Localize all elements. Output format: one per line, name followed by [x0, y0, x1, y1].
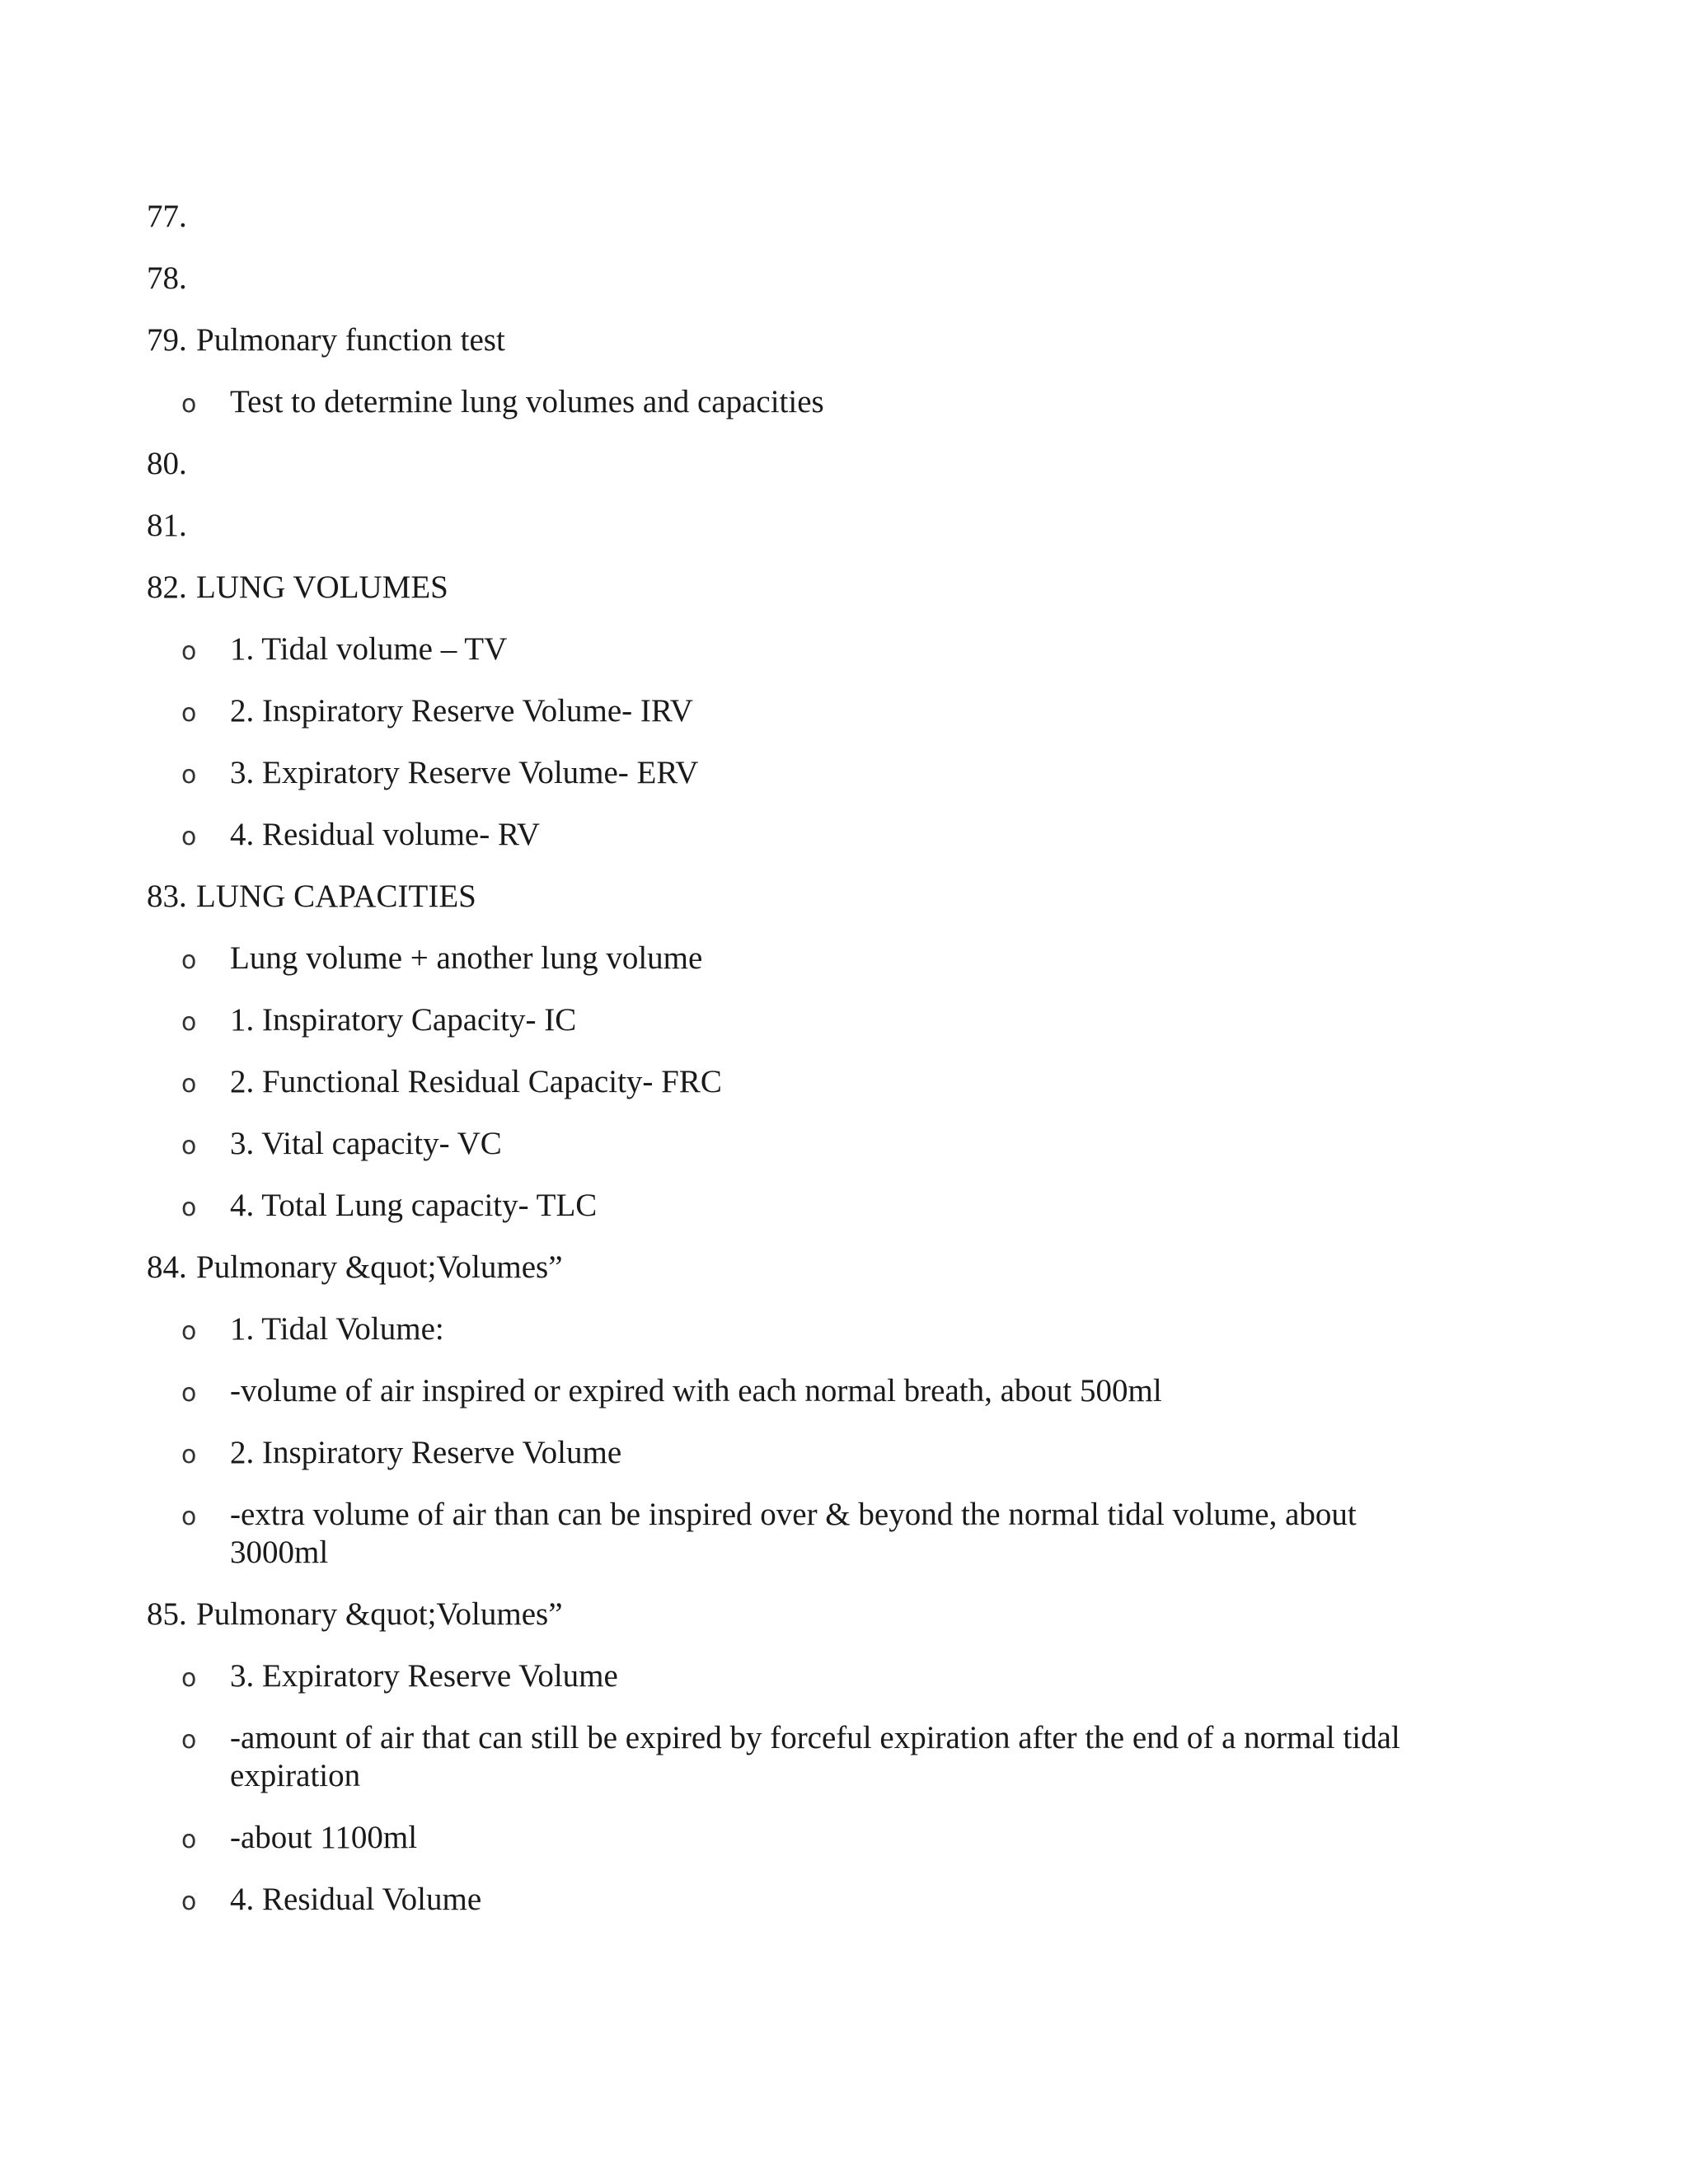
item-title: LUNG CAPACITIES	[196, 879, 476, 914]
hollow-circle-bullet-icon: o	[181, 1502, 197, 1531]
outline-item	[147, 1249, 1449, 1572]
outline-item	[147, 878, 1449, 1225]
outline-item	[147, 1596, 1449, 1919]
bullet-text: 1. Tidal Volume:	[230, 1311, 444, 1347]
outline-item	[147, 507, 1449, 545]
hollow-circle-bullet-icon: o	[181, 390, 197, 419]
bullet-text: 4. Residual Volume	[230, 1882, 482, 1917]
bullet-text: 4. Total Lung capacity- TLC	[230, 1188, 598, 1223]
bullet-text: 2. Inspiratory Reserve Volume	[230, 1435, 622, 1470]
item-title: LUNG VOLUMES	[196, 569, 448, 605]
bullet-item	[147, 1881, 1450, 1919]
item-number: 78.	[147, 260, 187, 296]
bullet-item	[147, 630, 1450, 668]
bullet-text: -about 1100ml	[230, 1820, 418, 1855]
outline-item-heading	[147, 507, 1449, 545]
bullet-item	[147, 1496, 1450, 1572]
bullet-item	[147, 1187, 1450, 1225]
item-number: 79.	[147, 322, 187, 358]
outline-item	[147, 445, 1449, 483]
bullet-text: 2. Inspiratory Reserve Volume- IRV	[230, 693, 693, 729]
bullet-item	[147, 816, 1450, 854]
item-title: Pulmonary function test	[196, 322, 505, 358]
hollow-circle-bullet-icon: o	[181, 946, 197, 975]
hollow-circle-bullet-icon: o	[181, 1008, 197, 1037]
bullet-list	[147, 383, 1449, 421]
hollow-circle-bullet-icon: o	[181, 1887, 197, 1916]
bullet-text: 3. Expiratory Reserve Volume	[230, 1658, 618, 1694]
outline-item-heading	[147, 321, 1449, 359]
item-title: Pulmonary &quot;Volumes”	[196, 1249, 563, 1285]
outline-item	[147, 321, 1449, 421]
bullet-text: 4. Residual volume- RV	[230, 817, 541, 852]
hollow-circle-bullet-icon: o	[181, 1726, 197, 1755]
item-number: 85.	[147, 1596, 187, 1632]
bullet-item	[147, 1001, 1450, 1039]
bullet-text: -extra volume of air than can be inspired over & beyond the normal tidal volume, about 3000ml	[230, 1497, 1357, 1570]
bullet-item	[147, 1310, 1450, 1348]
bullet-item	[147, 1063, 1450, 1101]
outline-item	[147, 260, 1449, 298]
item-title: Pulmonary &quot;Volumes”	[196, 1596, 563, 1632]
bullet-item	[147, 1434, 1450, 1472]
bullet-item	[147, 1719, 1450, 1795]
outline-item-heading	[147, 198, 1449, 236]
outline-item-heading	[147, 878, 1449, 916]
bullet-text: 1. Inspiratory Capacity- IC	[230, 1002, 577, 1038]
bullet-text: 3. Expiratory Reserve Volume- ERV	[230, 755, 699, 790]
hollow-circle-bullet-icon: o	[181, 1132, 197, 1160]
bullet-list	[147, 1310, 1449, 1572]
item-number: 80.	[147, 446, 187, 481]
bullet-text: -amount of air that can still be expired by forceful expiration after the end of a normal tidal expiration	[230, 1720, 1400, 1793]
bullet-item	[147, 754, 1450, 792]
bullet-item	[147, 1372, 1450, 1410]
bullet-item	[147, 1657, 1450, 1695]
outline-item-heading	[147, 445, 1449, 483]
hollow-circle-bullet-icon: o	[181, 637, 197, 666]
bullet-text: -volume of air inspired or expired with each normal breath, about 500ml	[230, 1373, 1162, 1408]
bullet-list	[147, 940, 1449, 1225]
bullet-text: 2. Functional Residual Capacity- FRC	[230, 1064, 722, 1099]
bullet-item	[147, 1125, 1450, 1163]
hollow-circle-bullet-icon: o	[181, 1825, 197, 1854]
bullet-list	[147, 630, 1449, 854]
bullet-item	[147, 940, 1450, 977]
bullet-text: 1. Tidal volume – TV	[230, 631, 508, 667]
outline-item	[147, 198, 1449, 236]
item-number: 81.	[147, 508, 187, 543]
bullet-item	[147, 383, 1450, 421]
item-number: 83.	[147, 879, 187, 914]
hollow-circle-bullet-icon: o	[181, 1317, 197, 1346]
bullet-text: 3. Vital capacity- VC	[230, 1126, 502, 1161]
hollow-circle-bullet-icon: o	[181, 1070, 197, 1099]
outline-item-heading	[147, 1249, 1449, 1286]
hollow-circle-bullet-icon: o	[181, 1379, 197, 1408]
bullet-list	[147, 1657, 1449, 1919]
outline-item-heading	[147, 569, 1449, 607]
item-number: 77.	[147, 199, 187, 234]
outline-item	[147, 569, 1449, 854]
item-number: 82.	[147, 569, 187, 605]
outline-item-heading	[147, 1596, 1449, 1633]
bullet-text: Test to determine lung volumes and capacities	[230, 384, 824, 419]
outline-item-heading	[147, 260, 1449, 298]
hollow-circle-bullet-icon: o	[181, 823, 197, 851]
hollow-circle-bullet-icon: o	[181, 1664, 197, 1693]
document-content	[147, 198, 1449, 1943]
bullet-item	[147, 1819, 1450, 1857]
hollow-circle-bullet-icon: o	[181, 1441, 197, 1469]
bullet-text: Lung volume + another lung volume	[230, 940, 703, 976]
bullet-item	[147, 692, 1450, 730]
hollow-circle-bullet-icon: o	[181, 1193, 197, 1222]
item-number: 84.	[147, 1249, 187, 1285]
hollow-circle-bullet-icon: o	[181, 761, 197, 790]
hollow-circle-bullet-icon: o	[181, 699, 197, 728]
